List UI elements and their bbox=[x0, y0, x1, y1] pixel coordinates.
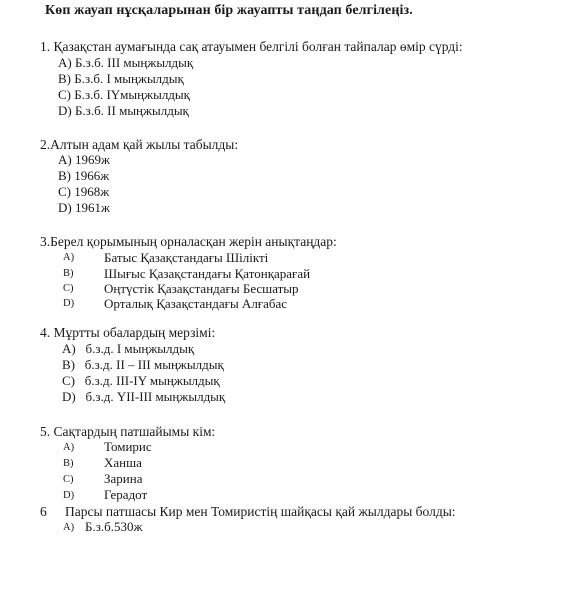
q2-option-c[interactable]: C) 1968ж bbox=[58, 184, 110, 199]
question-6: Парсы патшасы Кир мен Томиристің шайқасы қай жылдары болды: bbox=[65, 504, 456, 519]
q3-option-d[interactable]: Орталық Қазақстандағы Алғабас bbox=[104, 296, 288, 311]
q6-letter-a: A) bbox=[63, 522, 75, 533]
q1-option-b[interactable]: B) Б.з.б. I мыңжылдық bbox=[58, 71, 184, 86]
q1-option-d[interactable]: D) Б.з.б. II мыңжылдық bbox=[58, 103, 189, 118]
q2-option-b[interactable]: B) 1966ж bbox=[58, 168, 110, 183]
question-1: 1. Қазақстан аумағында сақ атауымен белгілі болған тайпалар өмір сүрді: bbox=[40, 39, 463, 54]
q3-option-b[interactable]: Шығыс Қазақстандағы Қатонқарағай bbox=[104, 266, 311, 281]
q5-option-c[interactable]: Зарина bbox=[104, 471, 143, 486]
q6-option-a[interactable]: Б.з.б.530ж bbox=[85, 519, 143, 534]
q5-letter-c: C) bbox=[63, 474, 74, 485]
q5-option-d[interactable]: Герадот bbox=[104, 487, 148, 502]
q4-option-b[interactable]: B) б.з.д. II – III мыңжылдық bbox=[62, 357, 224, 372]
q5-letter-a: A) bbox=[63, 442, 75, 453]
q5-letter-d: D) bbox=[63, 490, 75, 501]
q3-option-a[interactable]: Батыс Қазақстандағы Шілікті bbox=[104, 250, 269, 265]
instruction-title: Көп жауап нұсқаларынан бір жауапты таңдап белгілеңіз. bbox=[45, 3, 413, 18]
q4-option-d[interactable]: D) б.з.д. YII-III мыңжылдық bbox=[62, 389, 226, 404]
question-3: 3.Берел қорымының орналасқан жерін анықтаңдар: bbox=[40, 234, 337, 249]
question-2: 2.Алтын адам қай жылы табылды: bbox=[40, 137, 239, 152]
q3-letter-d: D) bbox=[63, 298, 75, 309]
question-5: 5. Сақтардың патшайымы кім: bbox=[40, 424, 216, 439]
q2-option-a[interactable]: A) 1969ж bbox=[58, 152, 110, 167]
q3-letter-c: C) bbox=[63, 283, 74, 294]
q3-letter-b: B) bbox=[63, 268, 74, 279]
q4-option-c[interactable]: C) б.з.д. III-IY мыңжылдық bbox=[62, 373, 220, 388]
q4-option-a[interactable]: A) б.з.д. I мыңжылдық bbox=[62, 341, 195, 356]
q5-option-b[interactable]: Ханша bbox=[104, 455, 142, 470]
question-6-number: 6 bbox=[40, 504, 47, 519]
q3-letter-a: A) bbox=[63, 252, 75, 263]
q1-option-a[interactable]: A) Б.з.б. III мыңжылдық bbox=[58, 55, 194, 70]
q5-letter-b: B) bbox=[63, 458, 74, 469]
question-4: 4. Мұртты обалардың мерзімі: bbox=[40, 325, 216, 340]
q5-option-a[interactable]: Томирис bbox=[104, 439, 152, 454]
q1-option-c[interactable]: C) Б.з.б. IYмыңжылдық bbox=[58, 87, 190, 102]
q2-option-d[interactable]: D) 1961ж bbox=[58, 200, 110, 215]
q3-option-c[interactable]: Оңтүстік Қазақстандағы Бесшатыр bbox=[104, 281, 299, 296]
